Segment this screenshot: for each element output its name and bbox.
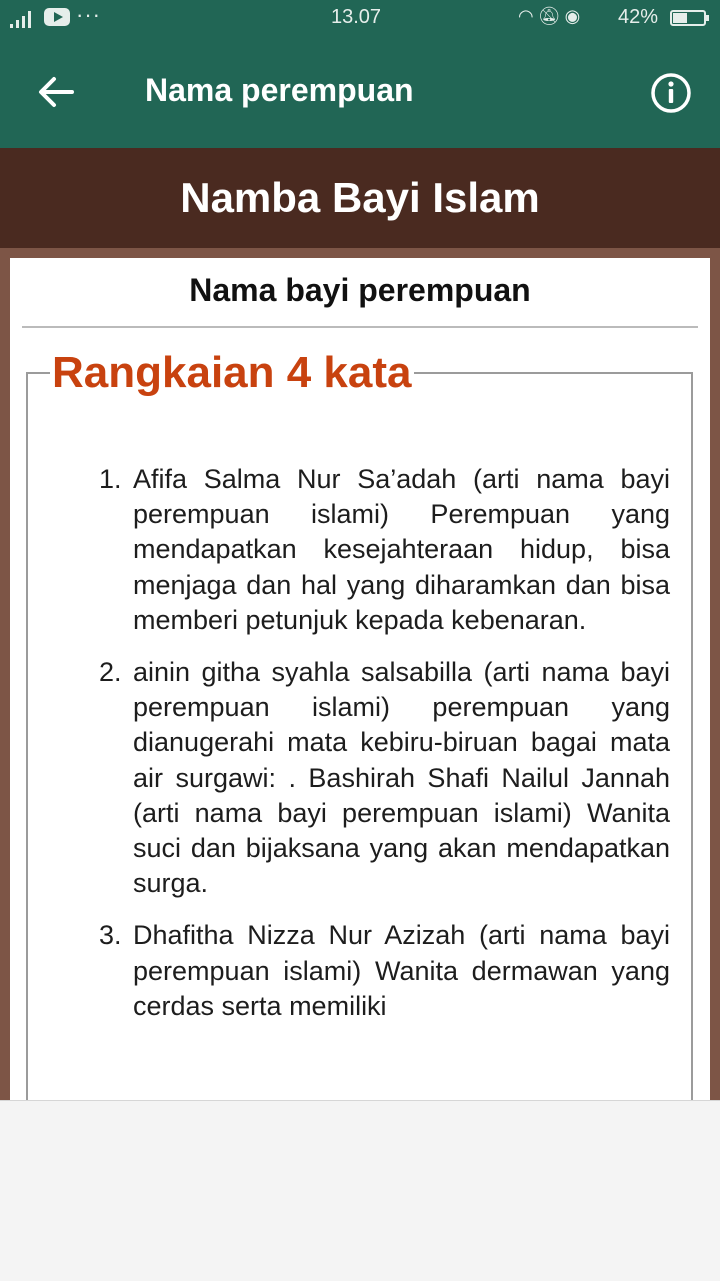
headset-icon: ◠ [518,6,538,26]
content-card[interactable] [10,258,710,1100]
item-number: 1. [99,464,122,494]
item-text: ainin githa syahla salsabilla (arti nama bayi perempuan islami) perempuan yang dianugerahi mata kebiru-biruan bagai mata air surgawi: . Bashirah Shafi Nailul Jannah (arti nama bayi perempuan islami) Wanita suci dan bijaksana yang akan mendapatkan surga. [133,657,670,899]
mute-bell-icon: 🔕︎ [537,6,565,26]
battery-icon [670,10,706,26]
app-bar-title: Nama perempuan [145,72,414,108]
name-list [10,462,670,1041]
banner-title: Namba Bayi Islam [180,174,540,221]
item-number: 3. [99,920,122,951]
status-bar [0,0,720,36]
app-bar [0,36,720,148]
frame-right [710,248,720,1100]
info-icon[interactable] [650,72,692,114]
item-text: Dhafitha Nizza Nur Azizah (arti nama bayi perempuan islami) Wanita dermawan yang cerdas serta memiliki [133,920,670,1021]
back-arrow-icon[interactable] [36,74,76,110]
more-dots-icon: ··· [76,2,101,27]
signal-icon [10,8,38,28]
frame-top [0,248,720,258]
frame-left [0,248,10,1100]
divider [22,326,698,328]
status-icons [518,6,584,27]
list-item [10,462,670,638]
list-item [10,918,670,1024]
youtube-icon [44,8,70,26]
banner [0,148,720,248]
battery-percent: 42% [618,6,659,28]
status-time: 13.07 [331,6,382,28]
item-number: 2. [99,657,122,688]
section-title: Rangkaian 4 kata [52,348,412,397]
empty-area [0,1100,720,1281]
list-item [10,655,670,901]
item-text: Afifa Salma Nur Sa’adah (arti nama bayi perempuan islami) Perempuan yang mendapatkan kesejahteraan hidup, bisa menjaga dan hal yang diharamkan dan bisa memberi petunjuk kepada kebenaran. [133,464,670,635]
eye-icon: ◉ [564,6,585,26]
content-heading: Nama bayi perempuan [189,272,531,308]
